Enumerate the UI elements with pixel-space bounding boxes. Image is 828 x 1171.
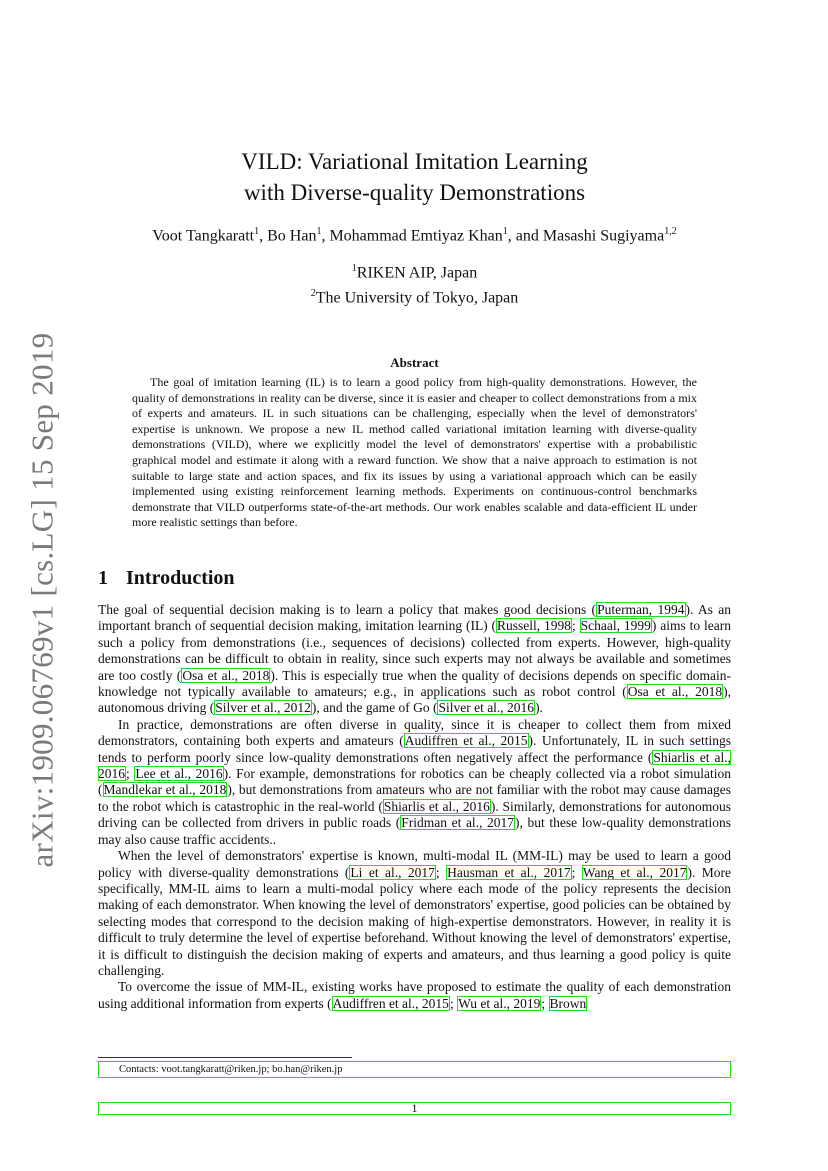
author-list: Voot Tangkaratt$^1$, Bo Han$^1$, Mohammad Emtiyaz Khan$^1$, and Masashi Sugiyama$^{1,2}$ [152, 226, 677, 245]
affiliation-mark: 2 [310, 288, 316, 300]
author-affiliation-mark: 1 [254, 226, 260, 237]
citation-link[interactable]: Brown [549, 995, 587, 1011]
abstract-text: The goal of imitation learning (IL) is to learn a good policy from high-quality demonstrations. However, the quality of demonstrations in reality can be diverse, since it is easier and cheaper to collect demonstrations from a mix of experts and amateurs. IL in such situations can be challenging, especially when the level of demonstrators' expertise is unknown. We propose a new IL method called variational imitation learning with diverse-quality demonstrations (VILD), where we explicitly model the level of demonstrators' expertise with a probabilistic graphical model and estimate it along with a reward function. We show that a naive approach to estimation is not suitable to large state and action spaces, and fix its issues by using a variational approach which can be easily implemented using existing reinforcement learning methods. Experiments on continuous-control benchmarks demonstrate that VILD outperforms state-of-the-art methods. Our work enables scalable and data-efficient IL under more realistic settings than before. [132, 375, 697, 530]
citation-link[interactable]: Wang et al., 2017 [582, 864, 687, 880]
citation-link[interactable]: Russell, 1998 [497, 618, 572, 634]
body-paragraph: The goal of sequential decision making is to learn a policy that makes good decisions (Puterman, 1994). As an important branch of sequential decision making, imitation learning (IL) (Russell, 1998; Schaal, 1999) aims to learn such a policy from demonstrations (i.e., sequences of decisions) collected from experts. However, high-quality demonstrations can be difficult to obtain in reality, since such experts may not always be available and sometimes are too costly (Osa et al., 2018). This is especially true when the quality of decisions depends on specific domain-knowledge not typically available to amateurs; e.g., in applications such as robot control (Osa et al., 2018), autonomous driving (Silver et al., 2012), and the game of Go (Silver et al., 2016). [98, 602, 731, 716]
citation-link[interactable]: Silver et al., 2016 [438, 700, 535, 716]
citation-link[interactable]: Audiffren et al., 2015 [332, 995, 449, 1011]
footnote-text: Contacts: voot.tangkaratt@riken.jp; bo.han@riken.jp [119, 1064, 343, 1075]
affiliation-text: RIKEN AIP, Japan [356, 264, 478, 282]
citation-link[interactable]: Li et al., 2017 [350, 864, 435, 880]
citation-link[interactable]: Osa et al., 2018 [182, 667, 270, 683]
author-affiliation-mark: 1 [502, 226, 508, 237]
citation-link[interactable]: Mandlekar et al., 2018 [103, 782, 227, 798]
introduction-body [98, 602, 731, 1012]
citation-link[interactable]: Puterman, 1994 [597, 602, 685, 617]
title-line-1: VILD: Variational Imitation Learning [241, 149, 588, 174]
title-line-2: with Diverse-quality Demonstrations [243, 180, 586, 205]
affiliations [98, 258, 731, 309]
body-paragraph: To overcome the issue of MM-IL, existing works have proposed to estimate the quality of each demonstration using additional information from experts (Audiffren et al., 2015; Wu et al., 2019; Brown [98, 979, 731, 1011]
arxiv-identifier-text: arXiv:1909.06769v1 [cs.LG] 15 Sep 2019 [24, 332, 60, 868]
citation-link[interactable]: Audiffren et al., 2015 [404, 733, 528, 749]
body-paragraph: When the level of demonstrators' expertise is known, multi-modal IL (MM-IL) may be used to learn a good policy with diverse-quality demonstrations (Li et al., 2017; Hausman et al., 2017; Wang et al., 2017). More specifically, MM-IL aims to learn a multi-modal policy where each mode of the policy represents the decision making of each demonstrator. When knowing the level of demonstrators' expertise, good policies can be obtained by selecting modes that correspond to the decision making of high-expertise demonstrators. However, in reality it is difficult to truly determine the level of expertise beforehand. Without knowing the level of demonstrators' expertise, it is difficult to distinguish the decision making of experts and amateurs, and thus learning a good policy is quite challenging. [98, 848, 732, 978]
section-heading [98, 567, 235, 590]
author-name: Bo Han [267, 227, 317, 245]
arxiv-identifier [20, 332, 64, 868]
affiliation-line [98, 283, 731, 308]
author-affiliation-mark: 1 [316, 226, 322, 237]
author-name: Voot Tangkaratt [152, 227, 255, 245]
affiliation-line [98, 258, 731, 283]
citation-link[interactable]: Wu et al., 2019 [458, 995, 541, 1011]
abstract-heading: Abstract [390, 355, 439, 370]
paper-title [98, 146, 731, 208]
author-affiliation-mark: 1,2 [664, 226, 677, 237]
section-title: Introduction [126, 567, 235, 589]
citation-link[interactable]: Shiarlis et al., 2016 [98, 749, 731, 782]
citation-link[interactable]: Hausman et al., 2017 [447, 864, 571, 880]
citation-link[interactable]: Silver et al., 2012 [215, 700, 311, 716]
footnote-divider [98, 1057, 352, 1058]
citation-link[interactable]: Shiarlis et al., 2016 [383, 798, 490, 814]
author-name: Mohammad Emtiyaz Khan [329, 227, 503, 245]
page-number[interactable]: 1 [98, 1102, 731, 1115]
affiliation-text: The University of Tokyo, Japan [315, 289, 519, 307]
citation-link[interactable]: Schaal, 1999 [580, 618, 651, 634]
section-number: 1 [98, 567, 108, 589]
citation-link[interactable]: Osa et al., 2018 [627, 684, 723, 700]
footnote[interactable] [98, 1061, 731, 1078]
author-name: Masashi Sugiyama [542, 227, 665, 245]
citation-link[interactable]: Fridman et al., 2017 [401, 815, 515, 831]
citation-link[interactable]: Lee et al., 2016 [135, 766, 223, 782]
body-paragraph: In practice, demonstrations are often diverse in quality, since it is cheaper to collect them from mixed demonstrators, containing both experts and amateurs (Audiffren et al., 2015). Unfortunately, IL in such settings tends to perform poorly since low-quality demonstrations often negatively affect the performance (Shiarlis et al., 2016; Lee et al., 2016). For example, demonstrations for robotics can be cheaply collected via a robot simulation (Mandlekar et al., 2018), but demonstrations from amateurs who are not familiar with the robot may cause damages to the robot which is catastrophic in the real-world (Shiarlis et al., 2016). Similarly, demonstrations for autonomous driving can be collected from drivers in public roads (Fridman et al., 2017), but these low-quality demonstrations may also cause traffic accidents.. [98, 716, 732, 847]
affiliation-mark: 1 [351, 263, 357, 274]
